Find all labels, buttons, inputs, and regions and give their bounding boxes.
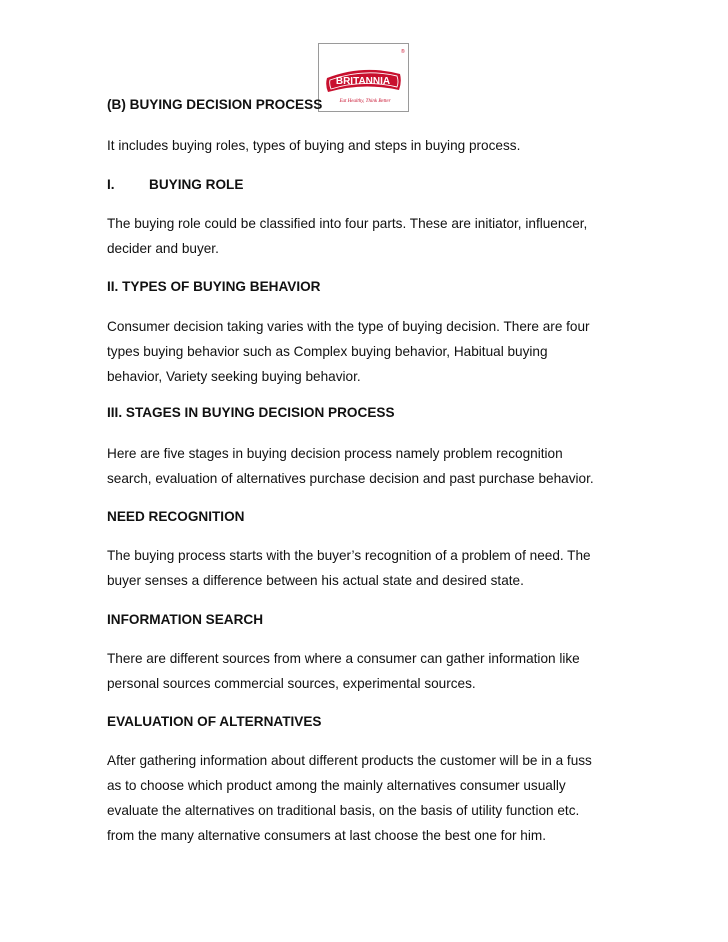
paragraph-line: There are different sources from where a consumer can gather information like (107, 651, 580, 666)
paragraph-line: from the many alternative consumers at last choose the best one for him. (107, 828, 546, 843)
section-heading-need-recognition: NEED RECOGNITION (107, 509, 245, 524)
paragraph-line: The buying process starts with the buyer’s recognition of a problem of need. The (107, 548, 591, 563)
paragraph-line: Consumer decision taking varies with the type of buying decision. There are four (107, 319, 590, 334)
section-number: I. (107, 177, 115, 192)
paragraph-line: buyer senses a difference between his actual state and desired state. (107, 573, 524, 588)
paragraph-line: decider and buyer. (107, 241, 219, 256)
section-heading-types-of-buying-behavior: II. TYPES OF BUYING BEHAVIOR (107, 279, 321, 294)
paragraph-line: search, evaluation of alternatives purchase decision and past purchase behavior. (107, 471, 594, 486)
logo-tagline: Eat Healthy, Think Better (339, 99, 391, 104)
paragraph-line: types buying behavior such as Complex buying behavior, Habitual buying (107, 344, 548, 359)
registered-mark: ® (401, 49, 405, 55)
section-heading-buying-role (107, 172, 243, 197)
section-heading-information-search: INFORMATION SEARCH (107, 612, 264, 627)
page-title: (B) BUYING DECISION PROCESS (107, 97, 323, 112)
paragraph-line: Here are five stages in buying decision process namely problem recognition (107, 446, 563, 461)
logo-brand-text: BRITANNIA (335, 76, 391, 87)
paragraph-line: behavior, Variety seeking buying behavior. (107, 369, 361, 384)
paragraph-line: After gathering information about different products the customer will be in a fuss (107, 753, 592, 768)
paragraph-line: evaluate the alternatives on traditional basis, on the basis of utility function etc. (107, 803, 580, 818)
section-heading-stages: III. STAGES IN BUYING DECISION PROCESS (107, 405, 395, 420)
paragraph-line: personal sources commercial sources, experimental sources. (107, 676, 476, 691)
paragraph-line: The buying role could be classified into four parts. These are initiator, influencer, (107, 216, 588, 231)
section-heading-evaluation-of-alternatives: EVALUATION OF ALTERNATIVES (107, 714, 322, 729)
paragraph-line: as to choose which product among the mainly alternatives consumer usually (107, 778, 566, 793)
section-title: BUYING ROLE (149, 177, 244, 192)
intro-paragraph: It includes buying roles, types of buying and steps in buying process. (107, 138, 521, 153)
britannia-logo (318, 43, 409, 112)
britannia-logo-graphic (319, 44, 408, 111)
